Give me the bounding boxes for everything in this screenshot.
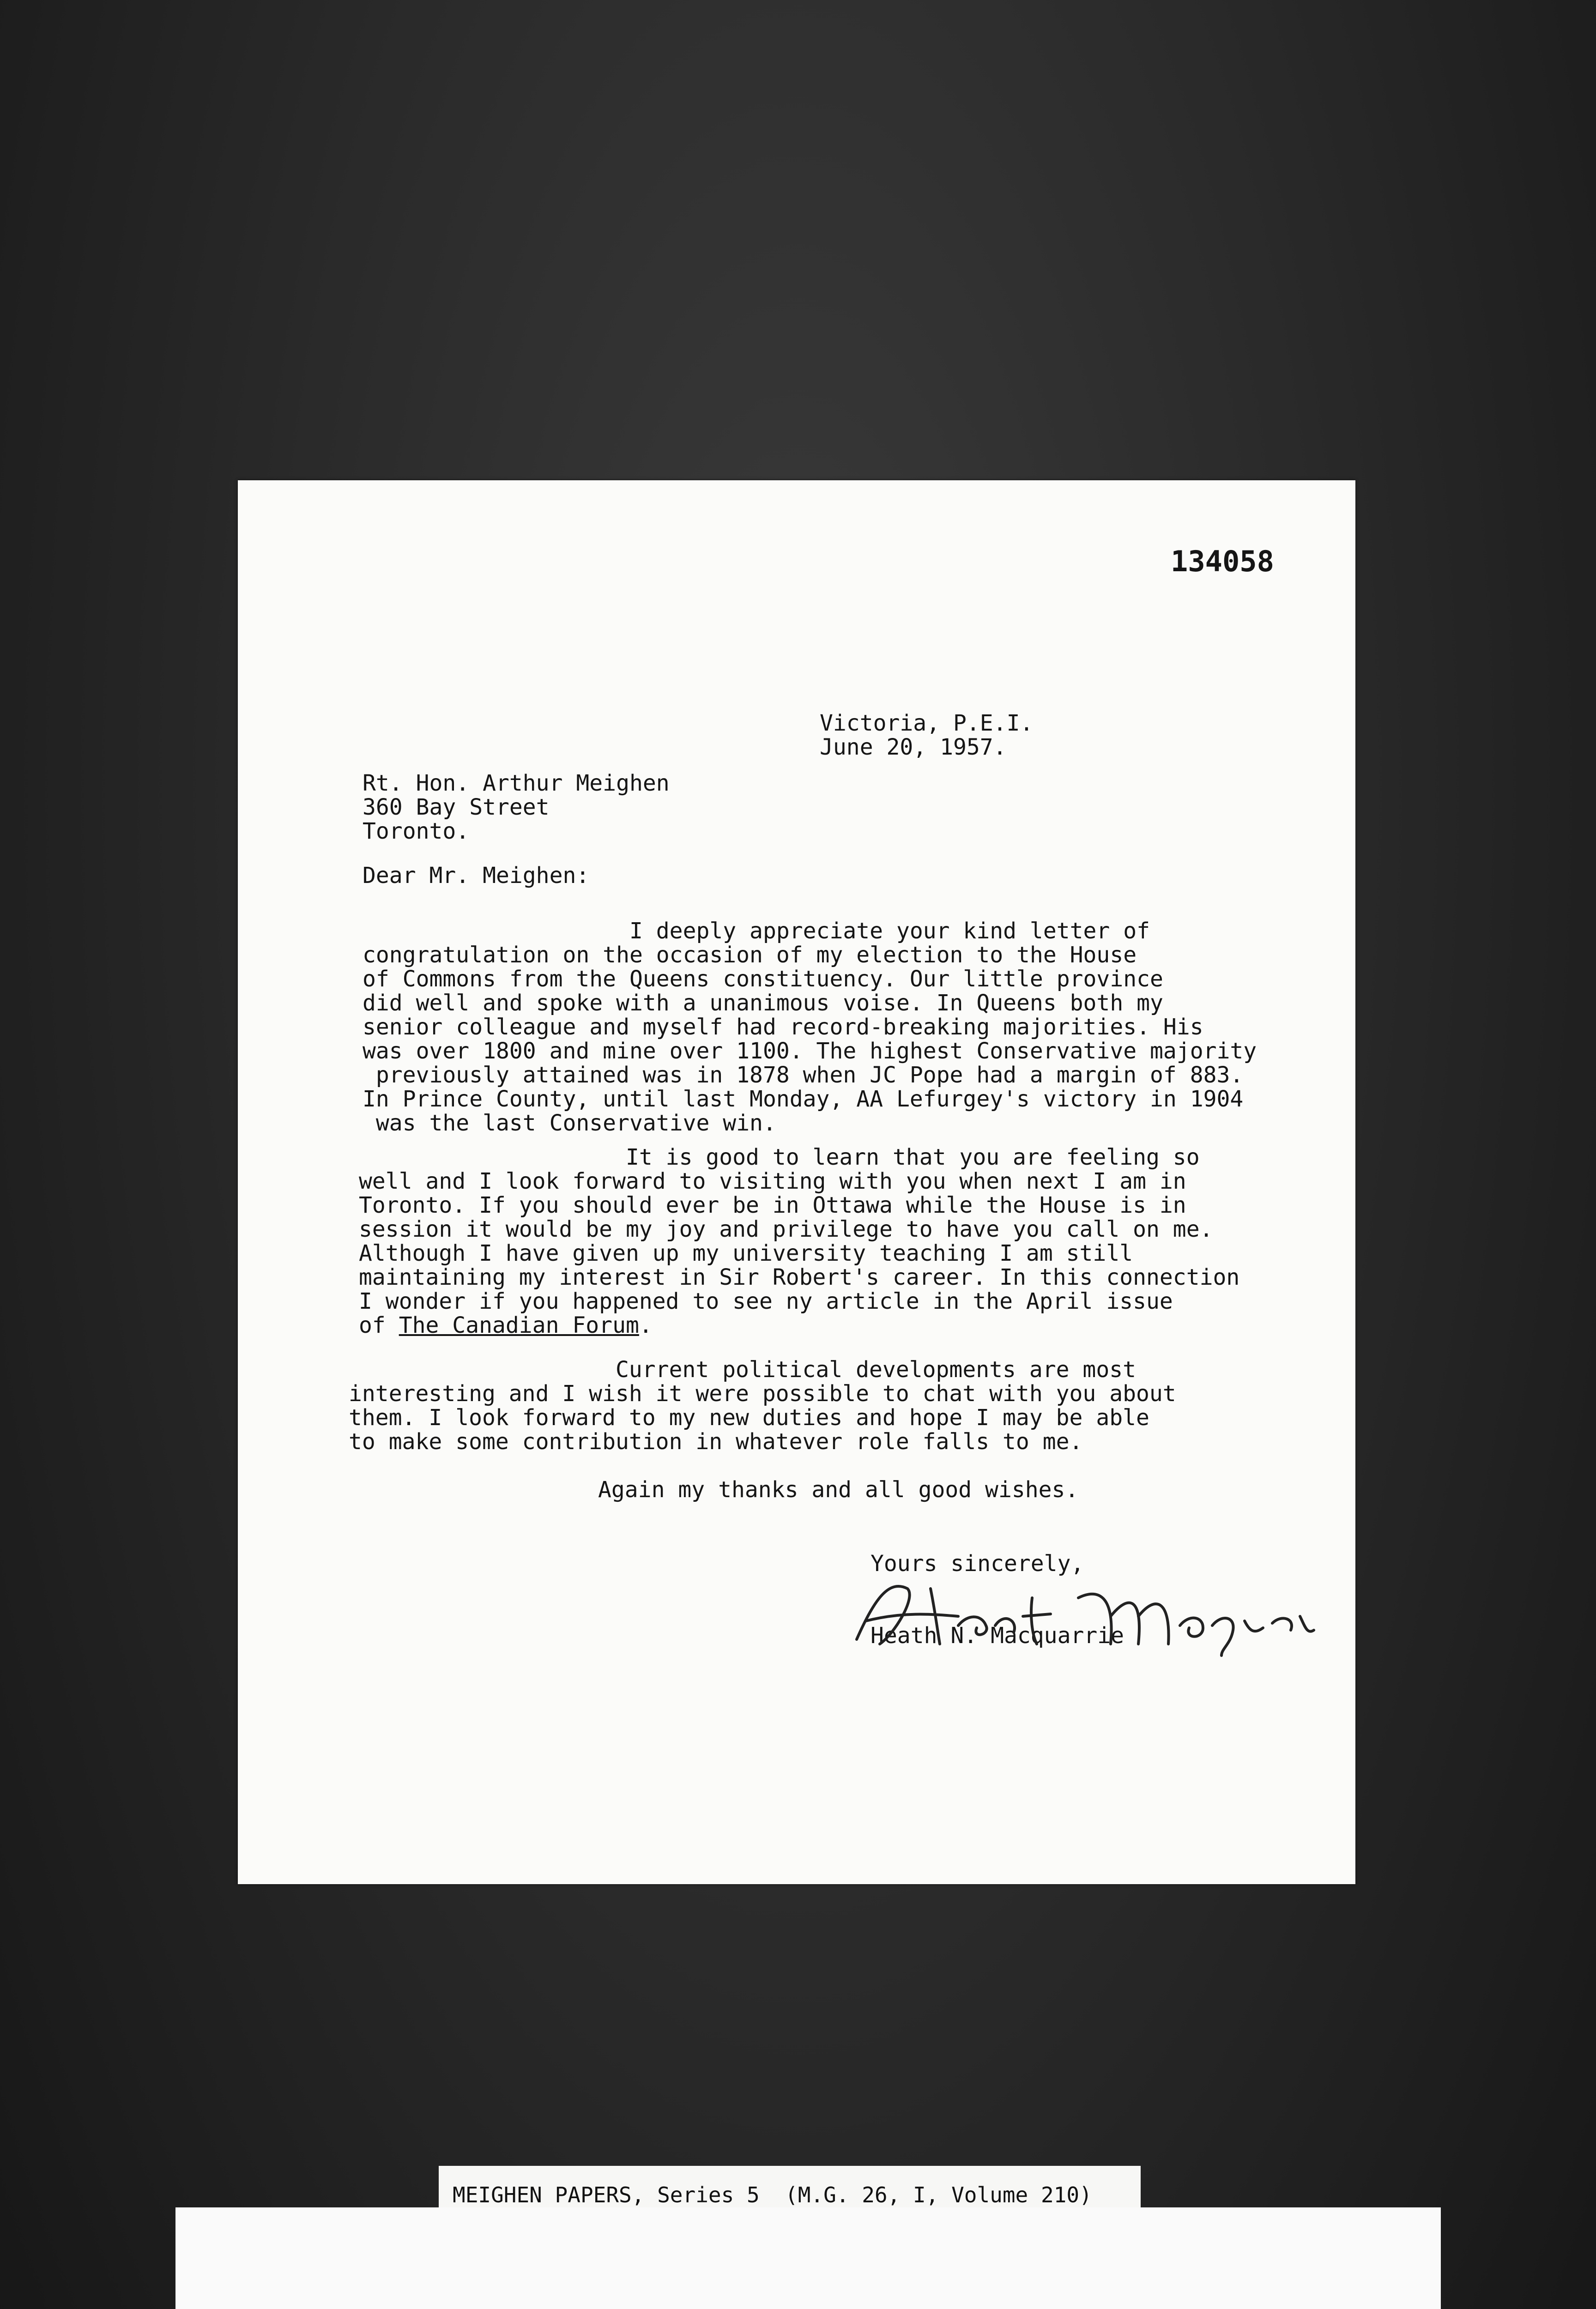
recipient-street: 360 Bay Street xyxy=(363,794,550,820)
archive-card xyxy=(175,2207,1441,2309)
document-number: 134058 xyxy=(1171,544,1274,578)
salutation: Dear Mr. Meighen: xyxy=(363,863,590,889)
recipient-name: Rt. Hon. Arthur Meighen xyxy=(363,770,670,796)
letter-dateline xyxy=(820,711,1033,759)
paragraph-4: Again my thanks and all good wishes. xyxy=(598,1477,1079,1503)
place: Victoria, P.E.I. xyxy=(820,710,1034,736)
recipient-city: Toronto. xyxy=(363,818,470,844)
date: June 20, 1957. xyxy=(820,734,1007,760)
series-text: MEIGHEN PAPERS, Series 5 (M.G. 26, I, Volume 210) xyxy=(453,2182,1092,2207)
paragraph-1: I deeply appreciate your kind letter of congratulation on the occasion of my election to the House of Commons from the Queens constituency. Our little province did well and spoke with a unanimous voise. In Queens both my senior colleague and myself had record-breaking majorities. His was over 1800 and mine over 1100. The highest Conservative majority previously attained was in 1878 when JC Pope had a margin of 883. In Prince County, until last Monday, AA Lefurgey's victory in 1904 was the last Conservative win. xyxy=(363,918,1257,1136)
paragraph-2-end: . xyxy=(639,1312,653,1338)
signer-name: Heath N. Macquarrie xyxy=(871,1623,1124,1649)
publication-title: The Canadian Forum xyxy=(399,1312,639,1338)
paragraph-2-text: It is good to learn that you are feeling so well and I look forward to visiting with you when next I am in Toronto. If you should ever be in Ottawa while the House is in session it would be my joy and privilege to have you call on me. Although I have given up my university teaching I am still maintaining my interest in Sir Robert's career. In this connection I wonder if you happened to see ny article in the April issue of xyxy=(359,1144,1240,1338)
paragraph-2 xyxy=(359,1145,1239,1337)
paragraph-3: Current political developments are most interesting and I wish it were possible to chat with you about them. I look forward to my new duties and hope I may be able to make some contribution in whatever role falls to me. xyxy=(349,1357,1176,1455)
recipient-address xyxy=(363,771,670,843)
letter-page xyxy=(238,480,1355,1884)
closing: Yours sincerely, xyxy=(871,1551,1084,1577)
signature-icon xyxy=(838,1570,1323,1658)
handwritten-signature xyxy=(838,1570,1323,1658)
